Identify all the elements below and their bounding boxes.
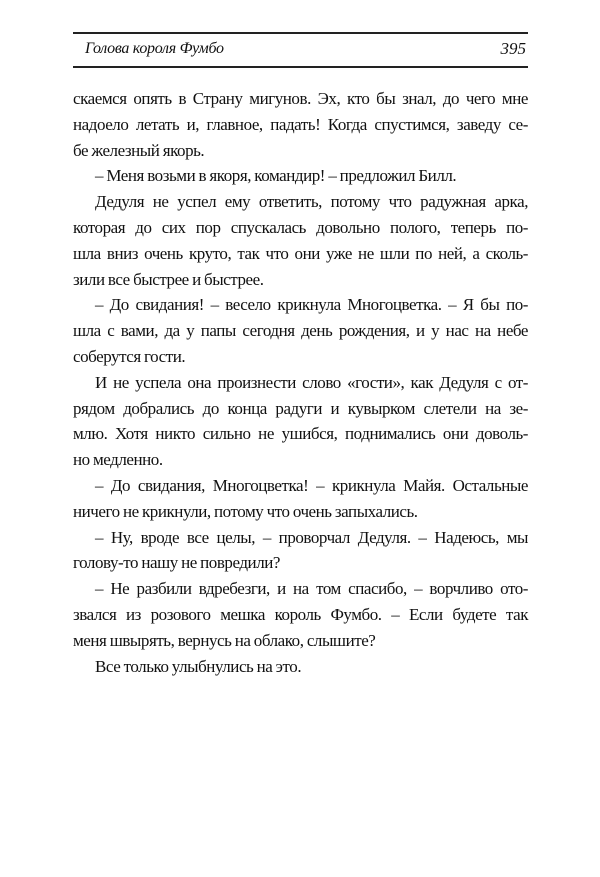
page-number: 395 — [500, 39, 526, 58]
text-line: ничего не крикнули, потому что очень запыхались. — [73, 501, 418, 521]
text-line: – До свидания! – весело крикнула Многоцветка. – Я бы по- — [95, 295, 528, 315]
text-line: – Меня возьми в якоря, командир! – предложил Билл. — [95, 166, 457, 186]
paragraph — [73, 189, 528, 292]
text-line: бе железный якорь. — [73, 140, 205, 160]
text-line: – Ну, вроде все целы, – проворчал Дедуля. – Надеюсь, мы — [95, 527, 528, 547]
text-line: звался из розового мешка король Фумбо. – Если будете так — [73, 604, 528, 624]
text-line: – Не разбили вдребезги, и на том спасибо, – ворчливо ото- — [95, 579, 528, 599]
text-line: И не успела она произнести слово «гости», как Дедуля с от- — [95, 372, 528, 392]
text-line: но медленно. — [73, 450, 163, 470]
paragraph — [73, 86, 528, 163]
paragraph — [73, 525, 528, 577]
paragraph — [73, 654, 528, 680]
text-line: зили все быстрее и быстрее. — [73, 269, 264, 289]
text-line: млю. Хотя никто сильно не ушибся, поднимались они доволь- — [73, 424, 528, 444]
text-line: Все только улыбнулись на это. — [95, 656, 302, 676]
page-body-text — [73, 86, 528, 679]
text-line: которая до сих пор спускалась довольно полого, теперь по- — [73, 217, 528, 237]
text-line: надоело летать и, главное, падать! Когда спустимся, заведу се- — [73, 114, 528, 134]
text-line: голову-то нашу не повредили? — [73, 553, 280, 573]
paragraph — [73, 163, 528, 189]
paragraph — [73, 473, 528, 525]
text-line: – До свидания, Многоцветка! – крикнула Майя. Остальные — [95, 475, 528, 495]
text-line: соберутся гости. — [73, 346, 186, 366]
text-line: шла вниз очень круто, так что они уже не шли по ней, а сколь- — [73, 243, 528, 263]
text-line: Дедуля не успел ему ответить, потому что радужная арка, — [95, 192, 528, 212]
paragraph — [73, 370, 528, 473]
text-line: шла с вами, да у папы сегодня день рождения, и у нас на небе — [73, 321, 528, 341]
paragraph — [73, 292, 528, 369]
paragraph — [73, 576, 528, 653]
text-line: рядом добрались до конца радуги и кувырком слетели на зе- — [73, 398, 528, 418]
text-line: меня швырять, вернусь на облако, слышите? — [73, 630, 376, 650]
header-bottom-rule — [73, 66, 528, 68]
running-title: Голова короля Фумбо — [85, 40, 224, 57]
header-top-rule — [73, 32, 528, 34]
text-line: скаемся опять в Страну мигунов. Эх, кто бы знал, до чего мне — [73, 89, 528, 108]
